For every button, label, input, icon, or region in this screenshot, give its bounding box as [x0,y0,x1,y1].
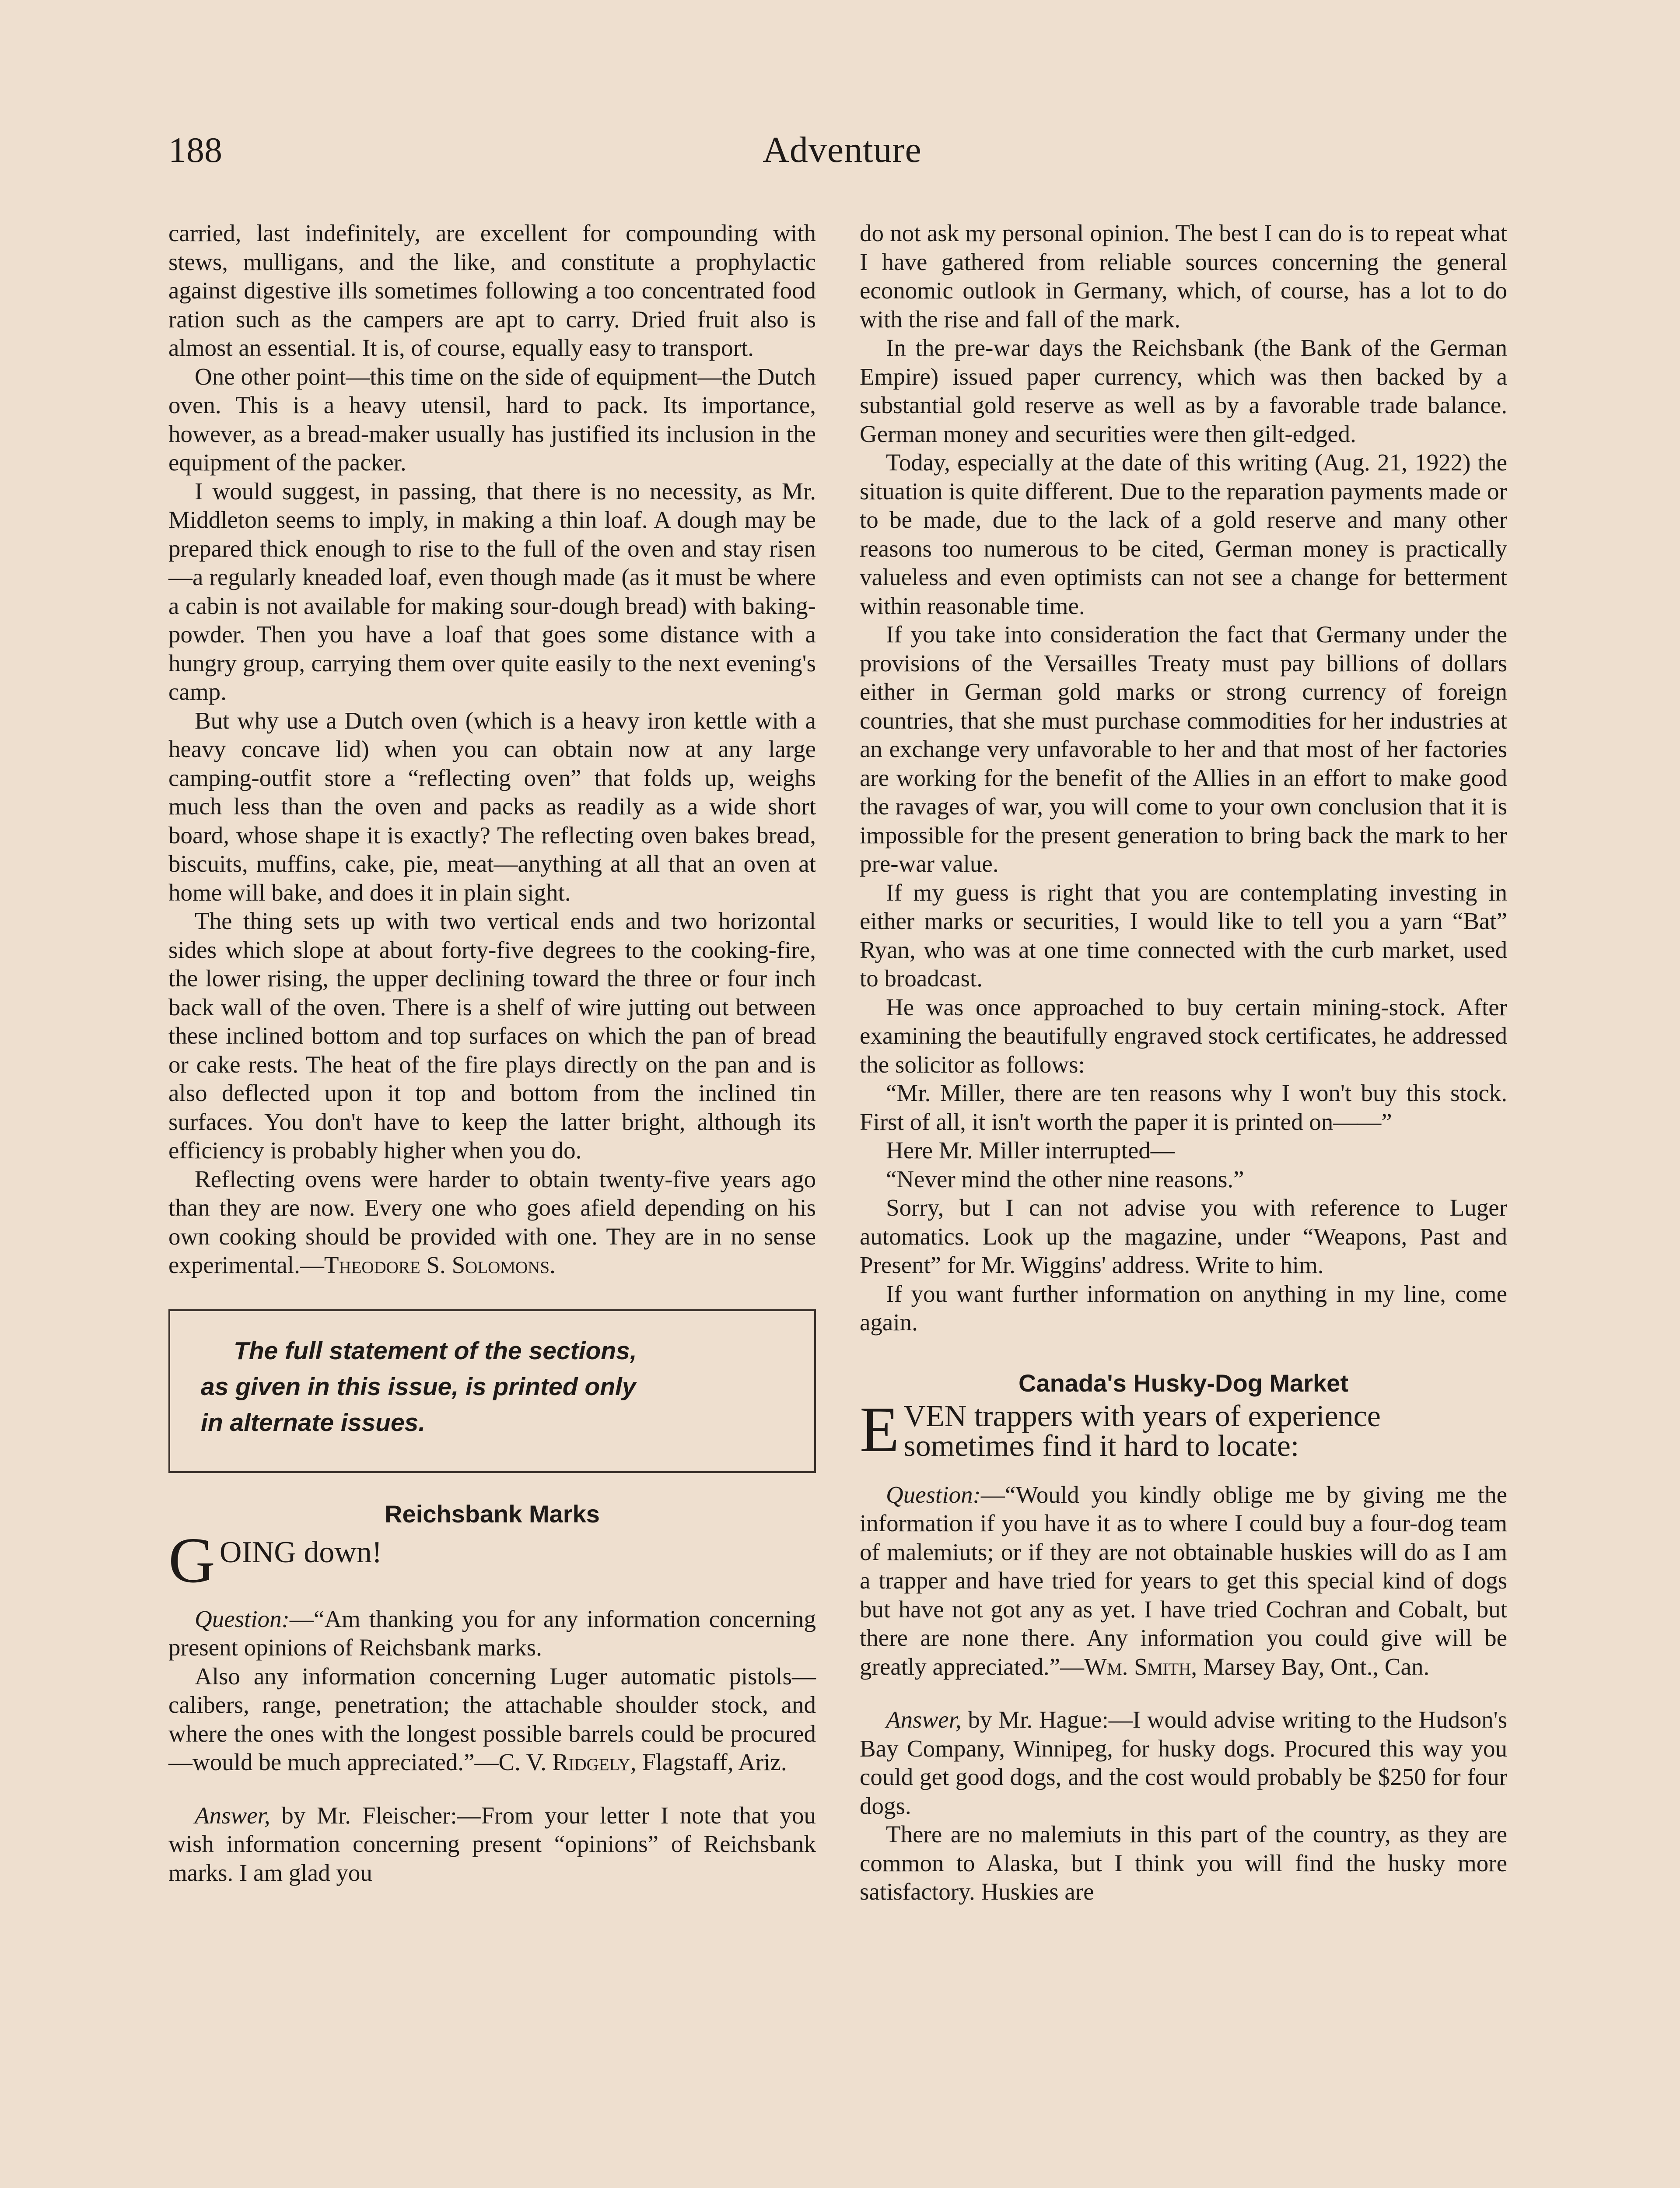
body-paragraph: do not ask my personal opinion. The best I can do is to repeat what I have gathered from reliable sources concerning the general economic outlook in Germany, which, of course, has a lot to do with the rise and fall of the mark. [860,220,1507,333]
lead-text: OING down! [219,1535,382,1569]
page-header [168,126,1516,179]
question-place: , Marsey Bay, Ont., Can. [1191,1653,1430,1680]
notice-box [168,1309,816,1473]
question-signature: Wm. Smith [1084,1653,1191,1680]
answer-paragraph [168,1801,816,1887]
section-title-husky: Canada's Husky-Dog Market [1018,1369,1348,1397]
question-label: Question: [886,1481,981,1508]
drop-cap: G [168,1524,215,1596]
body-paragraph-closing [168,1165,816,1280]
question-paragraph [168,1605,816,1662]
notice-line: in alternate issues. [201,1408,426,1437]
answer-paragraph [860,1705,1507,1820]
body-paragraph: One other point—this time on the side of equipment—the Dutch oven. This is a heavy utensil, hard to pack. Its importance, however, as a bread-maker usually has justified its inclusion in the equipment of the packer. [168,363,816,476]
body-paragraph: carried, last indefinitely, are excellent for compounding with stews, mulligans, and the like, and constitute a prophylactic against digestive ills sometimes following a too concentrated food ration such as the campers are apt to carry. Dried fruit also is almost an essential. It is, of course, equally easy to transport. [168,220,816,361]
section-title-reichsbank: Reichsbank Marks [385,1500,600,1528]
notice-line: The full statement of the sections, [234,1336,637,1365]
question-text: —“Am thanking you for any information concerning present opinions of Reichsbank marks. [168,1605,816,1661]
body-paragraph: If you want further information on anything in my line, come again. [860,1280,1507,1336]
left-column [168,219,816,1887]
body-paragraph: “Mr. Miller, there are ten reasons why I won't buy this stock. First of all, it isn't worth the paper it is printed on——” [860,1080,1507,1135]
answer-text: by Mr. Fleischer:—From your letter I note that you wish information concerning present “opinions” of Reichsbank marks. I am glad you [168,1802,816,1886]
author-signature: Theodore S. Solomons. [324,1252,556,1278]
body-paragraph: The thing sets up with two vertical ends and two horizontal sides which slope at about forty-five degrees to the cooking-fire, the lower rising, the upper declining toward the three or four inch back wall of the oven. There is a shelf of wire jutting out between these inclined bottom and top surfaces on which the pan of bread or cake rests. The heat of the fire plays directly on the pan and is also deflected upon it top and bottom from the inclined tin surfaces. You don't have to keep the latter bright, although its efficiency is probably higher when you do. [168,908,816,1164]
question-text-2: Also any information concerning Luger automatic pistols—calibers, range, penetration; the attachable shoulder stock, and where the ones with the longest possible barrels could be procured—would be much appreciated.”— [168,1662,816,1775]
body-paragraph: He was once approached to buy certain mining-stock. After examining the beautifully engraved stock certificates, he addressed the solicitor as follows: [860,993,1507,1078]
section-lead [860,1393,1507,1466]
body-paragraph: In the pre-war days the Reichsbank (the Bank of the German Empire) issued paper currency, which was then backed by a substantial gold reserve as well as by a favorable trade balance. German money and securities were then gilt-edged. [860,334,1507,447]
body-paragraph: I would suggest, in passing, that there is no necessity, as Mr. Middleton seems to imply, in making a thin loaf. A dough may be prepared thick enough to rise to the full of the oven and stay risen—a regularly kneaded loaf, even though made (as it must be where a cabin is not available for making sour-dough bread) with baking-powder. Then you have a loaf that goes some distance with a hungry group, carrying them over quite easily to the next evening's camp. [168,477,816,705]
body-paragraph: Sorry, but I can not advise you with reference to Luger automatics. Look up the magazine, under “Weapons, Past and Present” for Mr. Wiggins' address. Write to him. [860,1194,1507,1278]
notice-line: as given in this issue, is printed only [201,1372,636,1401]
drop-cap: E [860,1393,900,1466]
body-paragraph: “Never mind the other nine reasons.” [886,1165,1244,1192]
running-title: Adventure [763,130,922,170]
question-text: —“Would you kindly oblige me by giving me the information if you have it as to where I could buy a four-dog team of malemiuts; or if they are not obtainable huskies will do as I am a trapper and have tried for years to get this special kind of dogs but have not got any as yet. I have tried Cochran and Cobalt, but there are none there. Any information you could give will be greatly appreciated.”— [860,1481,1507,1680]
lead-line: sometimes find it hard to locate: [903,1429,1299,1463]
body-paragraph: Here Mr. Miller interrupted— [886,1137,1175,1164]
page-number: 188 [168,130,222,170]
body-paragraph: But why use a Dutch oven (which is a heavy iron kettle with a heavy concave lid) when you can obtain now at any large camping-outfit store a “reflecting oven” that folds up, weighs much less than the oven and packs as readily as a wide short board, whose shape it is exactly? The reflecting oven bakes bread, biscuits, muffins, cake, pie, meat—anything at all that an oven at home will bake, and does it in plain sight. [168,707,816,906]
answer-text: by Mr. Hague:—I would advise writing to the Hudson's Bay Company, Winnipeg, for husky dogs. Procured this way you could get good dogs, and the cost would probably be $250 for four dogs. [860,1706,1507,1819]
body-paragraph: If you take into consideration the fact that Germany under the provisions of the Versailles Treaty must pay billions of dollars either in German gold marks or strong currency of foreign countries, that she must purchase commodities for her industries at an exchange very unfavorable to her and that most of her factories are working for the benefit of the Allies in an effort to make good the ravages of war, you will come to your own conclusion that it is impossible for the present generation to bring back the mark to her pre-war value. [860,621,1507,877]
answer-label: Answer, [886,1706,962,1733]
answer-label: Answer, [195,1802,270,1829]
question-paragraph [860,1480,1507,1681]
question-label: Question: [195,1605,290,1632]
lead-line: VEN trappers with years of experience [903,1399,1381,1433]
answer-paragraph-2: There are no malemiuts in this part of the country, as they are common to Alaska, but I think you will find the husky more satisfactory. Huskies are [860,1821,1507,1905]
body-paragraph: If my guess is right that you are contemplating investing in either marks or securities, I would like to tell you a yarn “Bat” Ryan, who was at one time connected with the curb market, used to broadcast. [860,879,1507,992]
question-paragraph-2 [168,1662,816,1777]
closing-text: Reflecting ovens were harder to obtain twenty-five years ago than they are now. Every one who goes afield depending on his own cooking should be provided with one. They are in no sense experimental.— [168,1165,816,1278]
question-signature: C. V. Ridgely [498,1749,630,1775]
question-place: , Flagstaff, Ariz. [630,1749,787,1775]
body-paragraph: Today, especially at the date of this writing (Aug. 21, 1922) the situation is quite different. Due to the reparation payments made or to be made, due to the lack of a gold reserve and many other reasons too numerous to be cited, German money is practically valueless and even optimists can not see a change for betterment within reasonable time. [860,449,1507,619]
right-column [860,219,1507,1906]
section-lead [168,1524,816,1596]
